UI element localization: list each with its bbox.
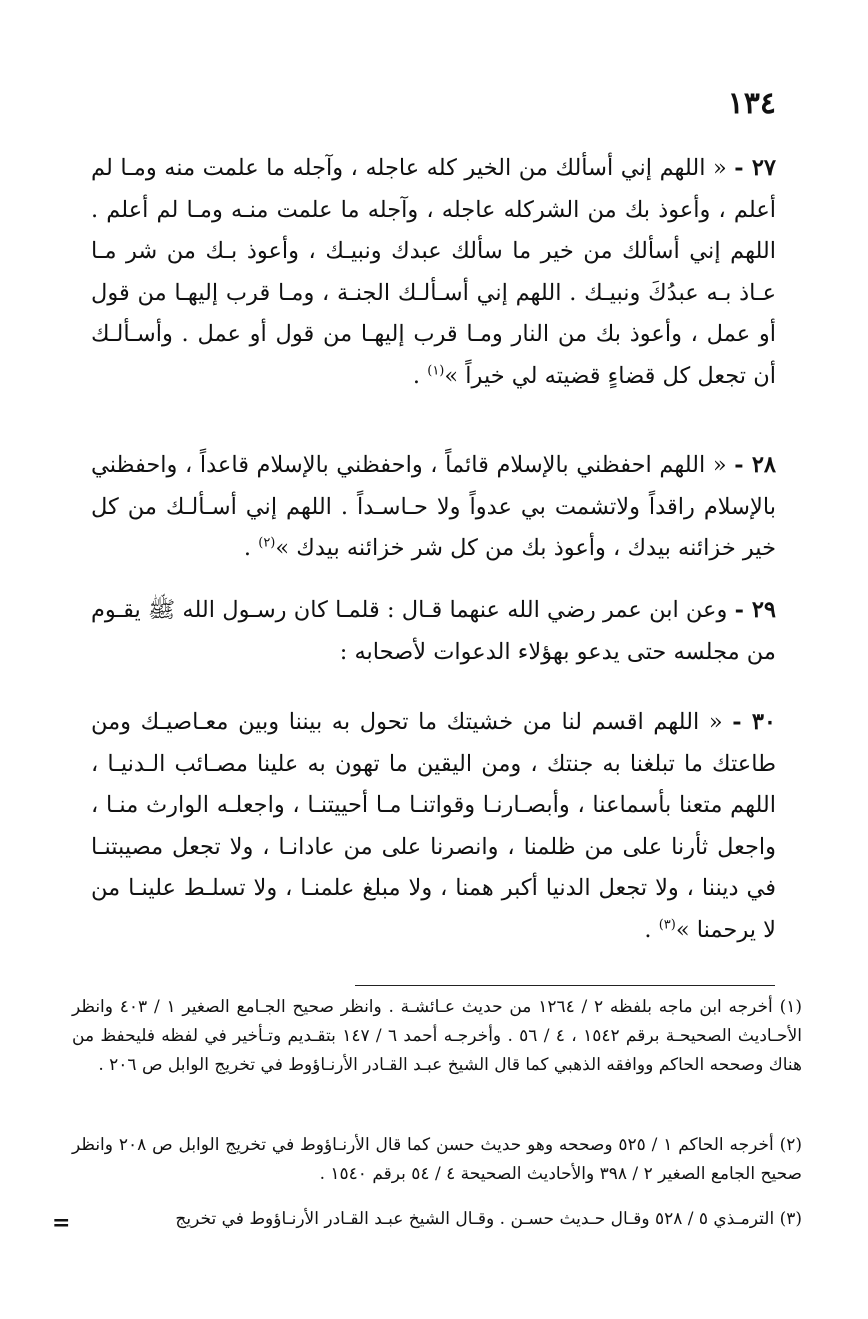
entry-text: « اللهم اقسم لنا من خشيتك ما تحول به بيننا وبين معـاصيـك ومن طاعتك ما تبلغنا به جنتك ، ومن اليقين ما تهون به علينا مصـائب الـدنيـا ، اللهم متعنا بأسماعنا ، وأبصـارنـا وقواتنـا مـا أحييتنـا ، واجعلـه الوارث منـا ، واجعل ثأرنا على من ظلمنا ، وانصرنا على من عادانـا ، ولا تجعل مصيبتنـا في ديننا ، ولا تجعل الدنيا أكبر همنا ، ولا مبلغ علمنـا ، ولا تسلـط علينـا من لا يرحمنا » bbox=[91, 709, 776, 943]
footnote-3 bbox=[72, 1205, 802, 1234]
dua-entry-30 bbox=[91, 702, 776, 951]
footnote-2 bbox=[72, 1131, 802, 1189]
footnote-ref[interactable]: (٣) bbox=[658, 917, 676, 932]
footnote-text: أخرجه الحاكم ١ / ٥٢٥ وصححه وهو حديث حسن كما قال الأرنـاؤوط في تخريج الوابل ص ٢٠٨ وانظر صحيح الجامع الصغير ٢ / ٣٩٨ والأحاديث الصحيحة ٤ / ٥٤ برقم ١٥٤٠ . bbox=[72, 1135, 802, 1184]
footnote-marker: (١) bbox=[779, 997, 802, 1017]
entry-end: . bbox=[243, 535, 259, 561]
footnote-separator bbox=[355, 985, 775, 986]
dua-entry-28 bbox=[91, 445, 776, 570]
continuation-mark: = bbox=[52, 1210, 71, 1236]
entry-end: . bbox=[412, 362, 428, 389]
entry-number: ٢٧ - bbox=[734, 155, 776, 181]
footnote-ref[interactable]: (١) bbox=[427, 363, 445, 378]
entry-text: وعن ابن عمر رضي الله عنهما قـال : قلمـا كان رسـول الله ﷺ يقـوم من مجلسه حتى يدعو بهؤلاء الدعوات لأصحابه : bbox=[91, 597, 776, 665]
footnote-1 bbox=[72, 993, 802, 1080]
dua-entry-27 bbox=[91, 148, 776, 397]
footnote-marker: (٢) bbox=[779, 1135, 802, 1155]
footnote-text: الترمـذي ٥ / ٥٢٨ وقـال حـديث حسـن . وقـال الشيخ عبـد القـادر الأرنـاؤوط في تخريج bbox=[175, 1209, 780, 1229]
footnote-ref[interactable]: (٢) bbox=[258, 535, 276, 551]
entry-number: ٢٨ - bbox=[734, 452, 777, 478]
page-number: ١٣٤ bbox=[727, 86, 776, 121]
dua-entry-29 bbox=[91, 590, 776, 673]
entry-text: « اللهم احفظني بالإسلام قائماً ، واحفظني بالإسلام قاعداً ، واحفظني بالإسلام راقداً ولاتشمت بي عدواً ولا حـاسـداً . اللهم إني أسـألـك من كل خير خزائنه بيدك ، وأعوذ بك من كل شر خزائنه بيدك » bbox=[91, 452, 776, 561]
entry-text: « اللهم إني أسألك من الخير كله عاجله ، وآجله ما علمت منه ومـا لم أعلم ، وأعوذ بك من الشركله عاجله ، وآجله ما علمت منـه ومـا لم أعلم . اللهم إني أسألك من خير ما سألك عبدك ونبيـك ، وأعوذ بـك من شر مـا عـاذ بـه عبدُكَ ونبيـك . اللهم إني أسـألـك الجنـة ، ومـا قرب إليهـا من قول أو عمل ، وأعوذ بك من النار ومـا قرب إليهـا من قول أو عمل . وأسـألـك أن تجعل كل قضاءٍ قضيته لي خيراً » bbox=[91, 155, 776, 389]
footnote-text: أخرجه ابن ماجه بلفظه ٢ / ١٢٦٤ من حديث عـائشـة . وانظر صحيح الجـامع الصغير ١ / ٤٠٣ وانظر الأحـاديث الصحيحـة برقم ١٥٤٢ ، ٤ / ٥٦ . وأخرجـه أحمد ٦ / ١٤٧ بتقـديم وتـأخير في لفظه فليحفظ من هناك وصححه الحاكم ووافقه الذهبي كما قال الشيخ عبـد القـادر الأرنـاؤوط في تخريج الوابل ص ٢٠٦ . bbox=[72, 997, 802, 1075]
entry-number: ٣٠ - bbox=[732, 709, 777, 735]
entry-number: ٢٩ - bbox=[734, 597, 776, 623]
footnote-marker: (٣) bbox=[779, 1209, 802, 1229]
entry-end: . bbox=[644, 916, 659, 943]
